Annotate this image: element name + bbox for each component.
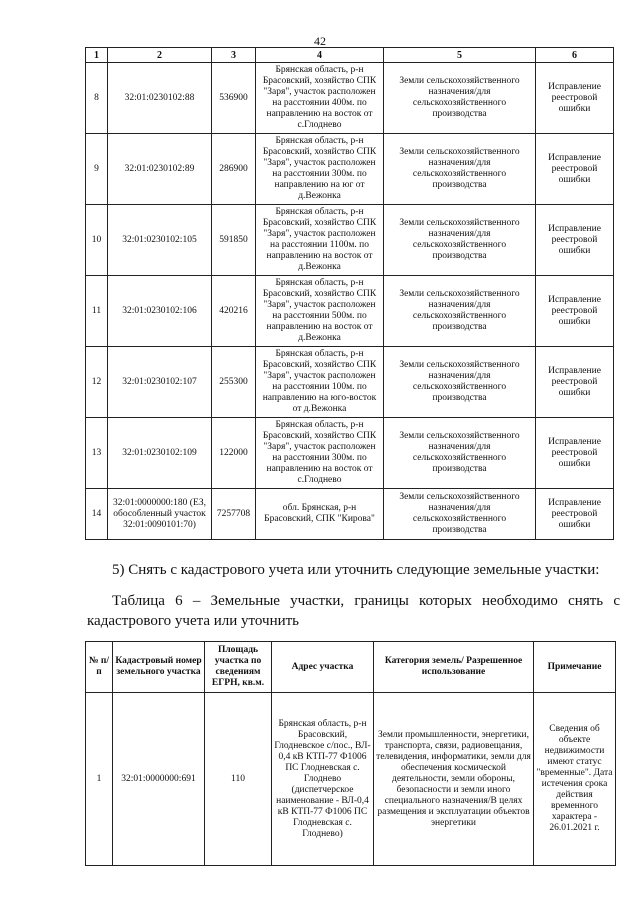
row-note: Исправление реестровой ошибки <box>536 347 614 418</box>
plot-area: 7257708 <box>212 489 256 540</box>
plot-address: Брянская область, р-н Брасовский, хозяйство СПК "Заря", участок расположен на расстоянии 500м. по направлению на восток от д.Вежонка <box>256 276 384 347</box>
table-row <box>86 63 614 134</box>
land-plots-table-continued <box>85 47 614 540</box>
header-note: Примечание <box>534 642 616 693</box>
land-category: Земли сельскохозяйственного назначения/для сельскохозяйственного производства <box>384 418 536 489</box>
column-number: 6 <box>536 48 614 63</box>
column-number: 2 <box>108 48 212 63</box>
table-caption: Таблица 6 – Земельные участки, границы которых необходимо снять с <box>112 593 620 609</box>
cadastral-number: 32:01:0230102:107 <box>108 347 212 418</box>
table-row <box>86 418 614 489</box>
cadastral-number: 32:01:0000000:691 <box>113 693 205 866</box>
header-cadastral-number: Кадастровый номер земельного участка <box>113 642 205 693</box>
row-number: 10 <box>86 205 108 276</box>
header-address: Адрес участка <box>272 642 374 693</box>
plot-area: 255300 <box>212 347 256 418</box>
header-area: Площадь участка по сведениям ЕГРН, кв.м. <box>205 642 272 693</box>
table-row <box>86 693 616 866</box>
column-number: 3 <box>212 48 256 63</box>
plot-address: Брянская область, р-н Брасовский, хозяйство СПК "Заря", участок расположен на расстоянии 400м. по направлению на восток от с.Глоднево <box>256 63 384 134</box>
row-note: Исправление реестровой ошибки <box>536 205 614 276</box>
table-header-row <box>86 48 614 63</box>
row-number: 12 <box>86 347 108 418</box>
section-paragraph: 5) Снять с кадастрового учета или уточнить следующие земельные участки: <box>112 562 600 578</box>
table-header-row <box>86 642 616 693</box>
land-category: Земли сельскохозяйственного назначения/для сельскохозяйственного производства <box>384 347 536 418</box>
page-number: 42 <box>314 34 326 48</box>
cadastral-number: 32:01:0000000:180 (ЕЗ, обособленный участок 32:01:0090101:70) <box>108 489 212 540</box>
cadastral-number: 32:01:0230102:88 <box>108 63 212 134</box>
plot-area: 286900 <box>212 134 256 205</box>
row-note: Исправление реестровой ошибки <box>536 489 614 540</box>
plot-address: Брянская область, р-н Брасовский, хозяйство СПК "Заря", участок расположен на расстоянии 300м. по направлению на юг от д.Вежонка <box>256 134 384 205</box>
header-number: № п/п <box>86 642 113 693</box>
table-6 <box>85 641 616 866</box>
cadastral-number: 32:01:0230102:105 <box>108 205 212 276</box>
row-number: 13 <box>86 418 108 489</box>
row-note: Сведения об объекте недвижимости имеют статус "временные". Дата истечения срока действия временного характера - 26.01.2021 г. <box>534 693 616 866</box>
land-category: Земли сельскохозяйственного назначения/для сельскохозяйственного производства <box>384 276 536 347</box>
table-caption-continuation: кадастрового учета или уточнить <box>87 613 300 629</box>
table-row <box>86 276 614 347</box>
land-category: Земли сельскохозяйственного назначения/для сельскохозяйственного производства <box>384 205 536 276</box>
plot-area: 536900 <box>212 63 256 134</box>
cadastral-number: 32:01:0230102:106 <box>108 276 212 347</box>
row-note: Исправление реестровой ошибки <box>536 276 614 347</box>
row-note: Исправление реестровой ошибки <box>536 134 614 205</box>
row-number: 8 <box>86 63 108 134</box>
column-number: 1 <box>86 48 108 63</box>
land-category: Земли промышленности, энергетики, транспорта, связи, радиовещания, телевидения, информатики, земли для обеспечения космической деятельности, земли обороны, безопасности и земли иного специального назначения/В целях размещения и эксплуатации объектов энергетики <box>374 693 534 866</box>
plot-address: Брянская область, р-н Брасовский, Глодневское с/пос., ВЛ- 0,4 кВ КТП-77 Ф1006 ПС Глодневская с. Глоднево (диспетчерское наименование - ВЛ-0,4 кВ КТП-77 Ф1006 ПС Глодневская с. Глоднево) <box>272 693 374 866</box>
plot-address: Брянская область, р-н Брасовский, хозяйство СПК "Заря", участок расположен на расстоянии 100м. по направлению на юго-восток от д.Вежонка <box>256 347 384 418</box>
land-category: Земли сельскохозяйственного назначения/для сельскохозяйственного производства <box>384 489 536 540</box>
cadastral-number: 32:01:0230102:89 <box>108 134 212 205</box>
row-number: 1 <box>86 693 113 866</box>
land-category: Земли сельскохозяйственного назначения/для сельскохозяйственного производства <box>384 63 536 134</box>
plot-area: 122000 <box>212 418 256 489</box>
land-category: Земли сельскохозяйственного назначения/для сельскохозяйственного производства <box>384 134 536 205</box>
row-note: Исправление реестровой ошибки <box>536 63 614 134</box>
plot-address: Брянская область, р-н Брасовский, хозяйство СПК "Заря", участок расположен на расстоянии 1100м. по направлению на восток от д.Вежонка <box>256 205 384 276</box>
plot-address: Брянская область, р-н Брасовский, хозяйство СПК "Заря", участок расположен на расстоянии 300м. по направлению на восток от с.Глоднево <box>256 418 384 489</box>
column-number: 4 <box>256 48 384 63</box>
header-category: Категория земель/ Разрешенное использование <box>374 642 534 693</box>
row-number: 11 <box>86 276 108 347</box>
column-number: 5 <box>384 48 536 63</box>
row-number: 9 <box>86 134 108 205</box>
plot-address: обл. Брянская, р-н Брасовский, СПК "Кирова" <box>256 489 384 540</box>
cadastral-number: 32:01:0230102:109 <box>108 418 212 489</box>
row-number: 14 <box>86 489 108 540</box>
table-row <box>86 489 614 540</box>
table-row <box>86 205 614 276</box>
row-note: Исправление реестровой ошибки <box>536 418 614 489</box>
plot-area: 591850 <box>212 205 256 276</box>
table-row <box>86 347 614 418</box>
table-row <box>86 134 614 205</box>
plot-area: 420216 <box>212 276 256 347</box>
plot-area: 110 <box>205 693 272 866</box>
